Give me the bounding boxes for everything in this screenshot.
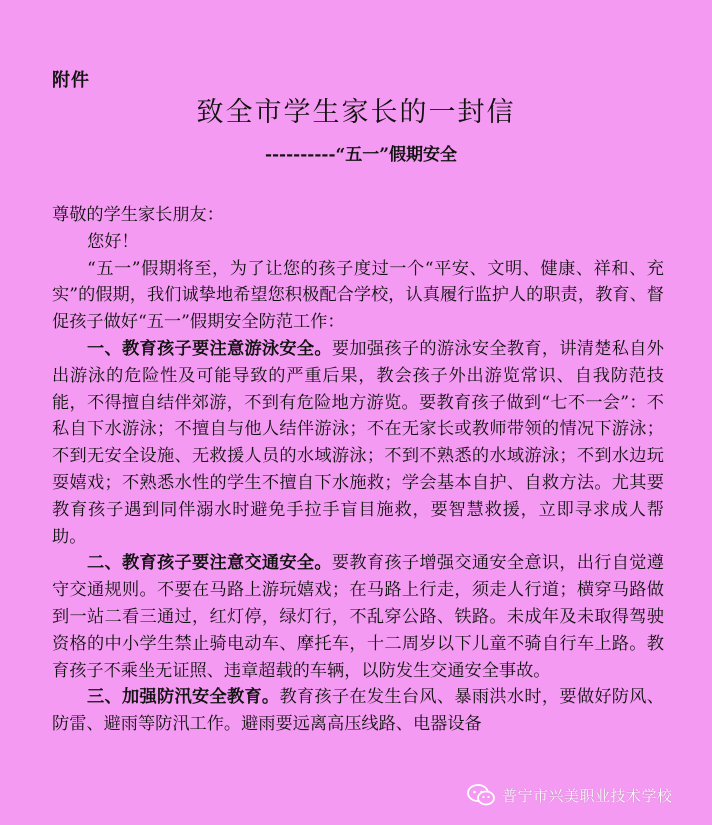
section-heading: 二、教育孩子要注意交通安全。 [87, 553, 332, 574]
section-text: 要加强孩子的游泳安全教育，讲清楚私自外出游泳的危险性及可能导致的严重后果，教会孩子外出游览常识、自我防范技能，不得擅自结伴郊游，不到有危险地方游览。要教育孩子做到“七不一会”：不私自下水游泳；不擅自与他人结伴游泳；不在无家长或教师带领的情况下游泳；不到无安全设施、无救援人员的水域游泳；不到不熟悉的水域游泳；不到水边玩耍嬉戏；不熟悉水性的学生不擅自下水施救；学会基本自护、自救方法。尤其要教育孩子遇到同伴溺水时避免手拉手盲目施救，要智慧救援，立即寻求成人帮助。 [52, 338, 664, 547]
letter-subtitle: ----------“五一”假期安全 [264, 145, 458, 165]
salutation: 尊敬的学生家长朋友： [52, 205, 224, 225]
intro-paragraph: “五一”假期将至，为了让您的孩子度过一个“平安、文明、健康、祥和、充实”的假期，我们诚挚地希望您积极配合学校，认真履行监护人的职责，教育、督促孩子做好“五一”假期安全防范工作： [52, 258, 664, 333]
letter-body [52, 202, 664, 738]
section-heading: 一、教育孩子要注意游泳安全。 [87, 338, 332, 359]
section-heading: 三、加强防汛安全教育。 [87, 687, 280, 708]
section-swimming-safety [52, 336, 664, 550]
section-text: 教育孩子在发生台风、暴雨洪水时，要做好防风、防雷、避雨等防汛工作。避雨要远离高压线路、电器设备 [52, 687, 664, 735]
wechat-icon [466, 783, 496, 807]
watermark [466, 782, 673, 808]
section-flood-safety [52, 684, 664, 738]
section-text: 要教育孩子增强交通安全意识，出行自觉遵守交通规则。不要在马路上游玩嬉戏；在马路上行走，须走人行道；横穿马路做到一站二看三通过，红灯停，绿灯行，不乱穿公路、铁路。未成年及未取得驾驶资格的中小学生禁止骑电动车、摩托车，十二周岁以下儿童不骑自行车上路。教育孩子不乘坐无证照、违章超载的车辆，以防发生交通安全事故。 [52, 553, 664, 681]
section-traffic-safety [52, 550, 664, 684]
attachment-label: 附件 [52, 70, 90, 91]
watermark-text: 普宁市兴美职业技术学校 [502, 786, 673, 805]
letter-title: 致全市学生家长的一封信 [196, 97, 516, 128]
greeting: 您好！ [87, 231, 139, 252]
